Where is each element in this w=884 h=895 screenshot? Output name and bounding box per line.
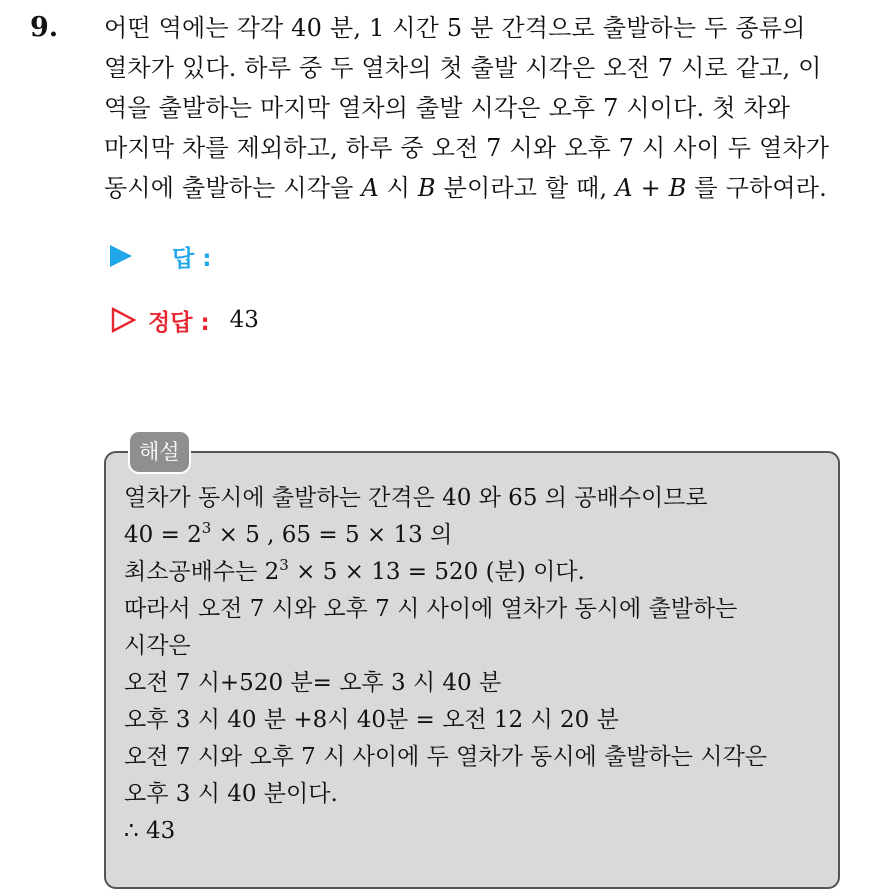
- explanation-text-segment: × 5 , 65 = 5 × 13 의: [211, 522, 453, 548]
- explanation-line: [124, 554, 834, 591]
- explanation-line: 오전 7 시와 오후 7 시 사이에 두 열차가 동시에 출발하는 시각은: [124, 744, 767, 770]
- question-text-segment: 동시에 출발하는 시각을: [104, 174, 362, 202]
- explanation-line: 오후 3 시 40 분 +8시 40분 = 오전 12 시 20 분: [124, 707, 619, 733]
- answer-row: [110, 236, 211, 276]
- question-text-segment: 분이라고 할 때,: [435, 174, 616, 202]
- variable-b: B: [668, 174, 687, 202]
- explanation-text-segment: 최소공배수는 2: [124, 559, 280, 585]
- question-line: 열차가 있다. 하루 중 두 열차의 첫 출발 시각은 오전 7 시로 같고, 이: [104, 54, 822, 82]
- variable-a: A: [361, 174, 379, 202]
- correct-answer-label: 정답 :: [148, 309, 210, 336]
- explanation-line: 시각은: [124, 633, 191, 659]
- answer-label: 답 :: [172, 245, 212, 272]
- exponent: 3: [201, 519, 212, 537]
- explanation-line: [124, 517, 834, 554]
- explanation-line: 열차가 동시에 출발하는 간격은 40 와 65 의 공배수이므로: [124, 485, 708, 511]
- question-text-segment: 를 구하여라.: [686, 174, 827, 202]
- variable-a: A: [615, 174, 633, 202]
- question-text: [104, 8, 874, 208]
- explanation-body: [124, 480, 834, 850]
- correct-answer-value: 43: [229, 307, 259, 333]
- explanation-text-segment: 40 = 2: [124, 522, 202, 548]
- question-line: [104, 168, 874, 208]
- explanation-text-segment: × 5 × 13 = 520 (분) 이다.: [288, 559, 585, 585]
- question-line: 마지막 차를 제외하고, 하루 중 오전 7 시와 오후 7 시 사이 두 열차가: [104, 134, 830, 162]
- question-text-segment: 시: [378, 174, 418, 202]
- outline-play-icon: [110, 307, 136, 333]
- question-line: 어떤 역에는 각각 40 분, 1 시간 5 분 간격으로 출발하는 두 종류의: [104, 14, 806, 42]
- play-icon: [110, 245, 132, 267]
- question-number: 9.: [30, 12, 59, 43]
- variable-b: B: [417, 174, 436, 202]
- explanation-line: ∴ 43: [124, 818, 176, 844]
- plus-sign: +: [632, 174, 669, 202]
- explanation-line: 따라서 오전 7 시와 오후 7 시 사이에 열차가 동시에 출발하는: [124, 596, 738, 622]
- correct-answer-row: [110, 300, 259, 340]
- question-line: 역을 출발하는 마지막 열차의 출발 시각은 오후 7 시이다. 첫 차와: [104, 94, 791, 122]
- explanation-line: 오후 3 시 40 분이다.: [124, 781, 338, 807]
- explanation-tag: 해설: [128, 430, 191, 474]
- exponent: 3: [279, 556, 289, 574]
- explanation-line: 오전 7 시+520 분= 오후 3 시 40 분: [124, 670, 502, 696]
